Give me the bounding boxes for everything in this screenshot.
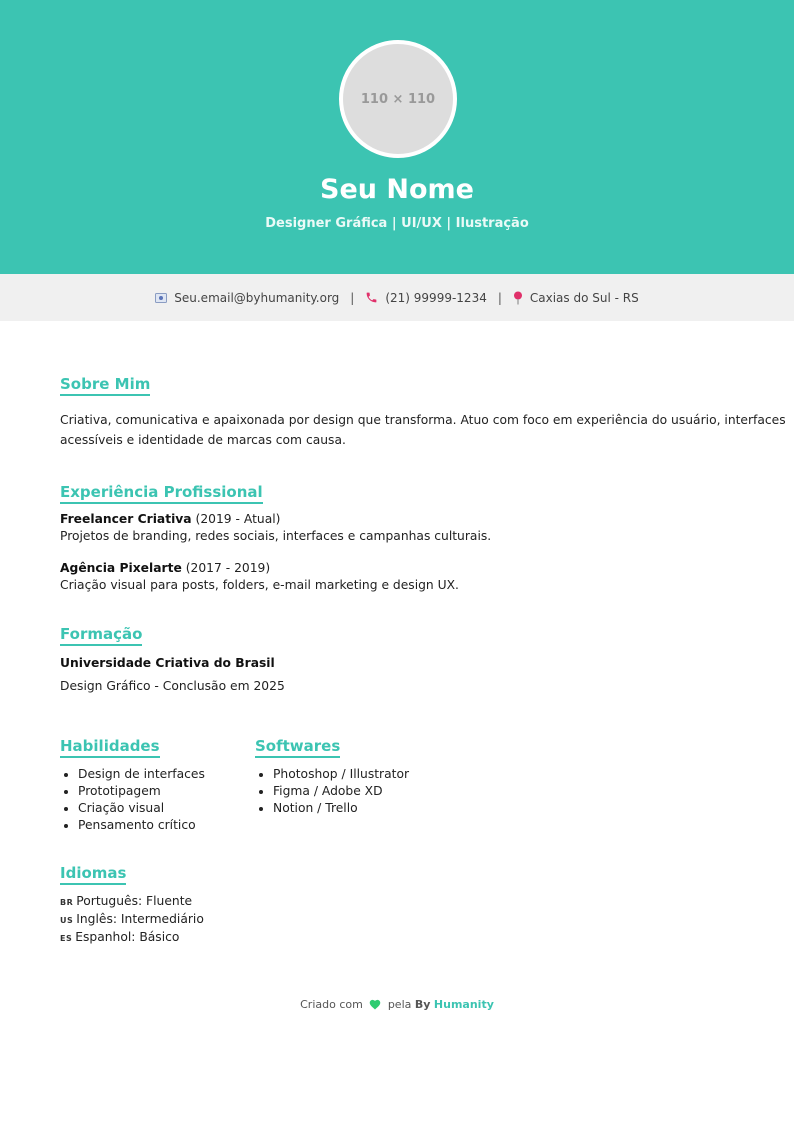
language-text: Português: Fluente (76, 894, 193, 908)
list-item: • Design de interfaces (78, 766, 205, 783)
contact-separator: | (350, 290, 355, 305)
language-item (60, 911, 204, 929)
experience-item (60, 560, 459, 594)
pin-icon (513, 291, 523, 305)
skills-list (60, 766, 205, 834)
language-text: Espanhol: Básico (75, 930, 180, 944)
section-title-skills: Habilidades (60, 737, 160, 758)
phone-icon (365, 291, 378, 304)
list-item: • Photoshop / Illustrator (273, 766, 409, 783)
footer-brand-link[interactable]: Humanity (433, 998, 494, 1011)
education-course: Design Gráfico - Conclusão em 2025 (60, 679, 285, 693)
footer-middle: pela (387, 998, 412, 1011)
contact-separator: | (497, 290, 502, 305)
envelope-icon (155, 293, 167, 303)
phone-text: (21) 99999-1234 (385, 290, 487, 305)
footer-brand-by: By (414, 998, 431, 1011)
job-subtitle: Designer Gráfica | UI/UX | Ilustração (265, 216, 529, 231)
section-title-software: Softwares (255, 737, 340, 758)
experience-item (60, 511, 491, 545)
contact-phone[interactable] (365, 291, 487, 305)
list-item: • Prototipagem (78, 783, 205, 800)
job-period: (2017 - 2019) (185, 561, 271, 575)
contact-email[interactable] (155, 291, 339, 305)
page-title: Seu Nome (320, 174, 474, 205)
footer (0, 998, 794, 1011)
location-text: Caxias do Sul - RS (529, 290, 639, 305)
flag-icon: ES (60, 934, 73, 943)
language-item (60, 893, 204, 911)
flag-icon: US (60, 916, 74, 925)
section-title-languages: Idiomas (60, 864, 126, 885)
avatar-placeholder-label: 110 × 110 (360, 91, 436, 107)
languages-list (60, 893, 204, 947)
flag-icon: BR (60, 898, 74, 907)
job-description: Projetos de branding, redes sociais, interfaces e campanhas culturais. (60, 529, 492, 543)
language-item (60, 929, 204, 947)
language-text: Inglês: Intermediário (76, 912, 204, 926)
header-banner (0, 0, 794, 274)
section-title-about: Sobre Mim (60, 375, 150, 396)
email-text: Seu.email@byhumanity.org (174, 290, 340, 305)
section-title-experience: Experiência Profissional (60, 483, 263, 504)
heart-icon (369, 999, 381, 1010)
avatar (339, 40, 457, 158)
job-description: Criação visual para posts, folders, e-mail marketing e design UX. (60, 578, 459, 592)
job-company: Freelancer Criativa (60, 512, 192, 526)
software-list (255, 766, 409, 817)
job-company: Agência Pixelarte (60, 561, 182, 575)
about-line: acessíveis e identidade de marcas com causa. (60, 433, 346, 447)
job-period: (2019 - Atual) (195, 512, 281, 526)
list-item: • Criação visual (78, 800, 205, 817)
list-item: • Pensamento crítico (78, 817, 205, 834)
section-title-education: Formação (60, 625, 142, 646)
contact-location (513, 291, 639, 305)
about-line: Criativa, comunicativa e apaixonada por design que transforma. Atuo com foco em experiência do usuário, interfaces (60, 413, 786, 427)
list-item: • Figma / Adobe XD (273, 783, 409, 800)
list-item: • Notion / Trello (273, 800, 409, 817)
contact-bar (0, 274, 794, 321)
footer-prefix: Criado com (300, 998, 363, 1011)
about-text (60, 410, 786, 450)
education-institution: Universidade Criativa do Brasil (60, 656, 275, 670)
